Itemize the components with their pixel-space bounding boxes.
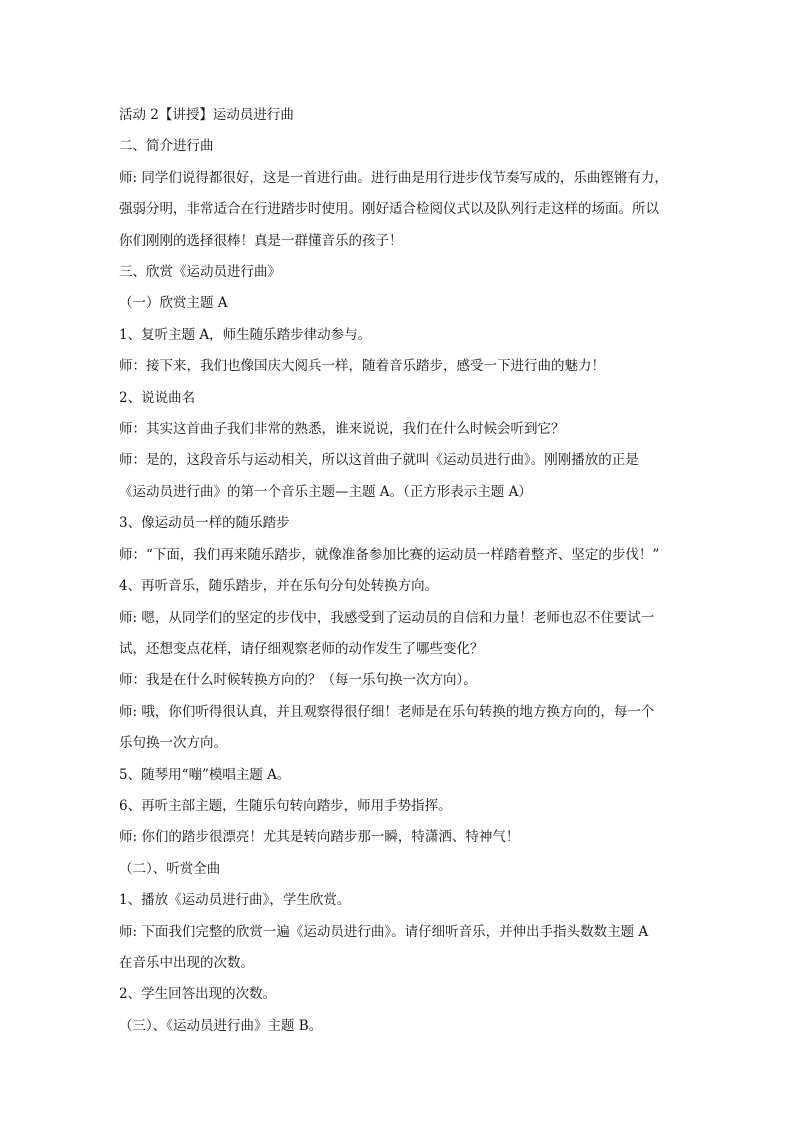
- body-line: 师: 同学们说得都很好，这是一首进行曲。进行曲是用行进步伐节奏写成的，乐曲铿锵有力，: [119, 169, 668, 186]
- body-line: 强弱分明，非常适合在行进踏步时使用。刚好适合检阅仪式以及队列行走这样的场面。所以: [119, 201, 659, 218]
- body-line: 师: 嗯，从同学们的坚定的步伐中，我感受到了运动员的自信和力量！老师也忍不住要试一: [119, 609, 655, 626]
- body-line: 师: 下面我们完整的欣赏一遍《运动员进行曲》。请仔细听音乐，并伸出手指头数数主题 A: [119, 923, 649, 940]
- body-line: 试，还想变点花样，请仔细观察老师的动作发生了哪些变化？: [119, 640, 484, 657]
- list-item: 1、播放《运动员进行曲》，学生欣赏。: [119, 892, 351, 909]
- list-item: 1、复听主题 A，师生随乐踏步律动参与。: [119, 326, 372, 343]
- body-line: 你们刚刚的选择很棒！真是一群懂音乐的孩子！: [119, 232, 403, 249]
- body-line: 乐句换一次方向。: [119, 735, 227, 752]
- body-line: 师: 你们的踏步很漂亮！尤其是转向踏步那一瞬，特潇洒、特神气！: [119, 829, 520, 846]
- body-line: 在音乐中出现的次数。: [119, 954, 254, 971]
- list-item: 3、像运动员一样的随乐踏步: [119, 515, 290, 532]
- list-item: 5、随琴用“嘣”模唱主题 A。: [119, 766, 291, 783]
- subsection-heading-theme-b: （三）、《运动员进行曲》主题 B。: [119, 1017, 323, 1034]
- list-item: 4、再听音乐，随乐踏步，并在乐句分句处转换方向。: [119, 578, 439, 595]
- body-line: 师：我是在什么时候转换方向的？（每一乐句换一次方向）。: [119, 672, 477, 689]
- document-body: [119, 100, 679, 1042]
- body-line: 师：是的，这段音乐与运动相关，所以这首曲子就叫《运动员进行曲》。刚刚播放的正是: [119, 452, 639, 469]
- body-line: 师：其实这首曲子我们非常的熟悉，谁来说说，我们在什么时候会听到它？: [119, 421, 565, 438]
- body-line: 《运动员进行曲》的第一个音乐主题—主题 A。（正方形表示主题 A）: [119, 483, 532, 500]
- list-item: 2、学生回答出现的次数。: [119, 986, 277, 1003]
- body-line: 师：接下来，我们也像国庆大阅兵一样，随着音乐踏步，感受一下进行曲的魅力！: [119, 358, 605, 375]
- section-heading-intro-march: 二、简介进行曲: [119, 138, 214, 155]
- subsection-heading-theme-a: （一）欣赏主题 A: [119, 295, 228, 312]
- section-heading-appreciate: 三、欣赏《运动员进行曲》: [119, 264, 281, 281]
- list-item: 2、说说曲名: [119, 389, 196, 406]
- body-line: 师: 哦，你们听得很认真，并且观察得很仔细！老师是在乐句转换的地方换方向的，每一个: [119, 703, 655, 720]
- activity-heading: 活动 2【讲授】运动员进行曲: [119, 107, 294, 123]
- subsection-heading-full-piece: （二）、听赏全曲: [119, 860, 221, 877]
- list-item: 6、再听主部主题，生随乐句转向踏步，师用手势指挥。: [119, 797, 452, 814]
- body-line: 师：“下面，我们再来随乐踏步，就像准备参加比赛的运动员一样踏着整齐、坚定的步伐！”: [119, 546, 660, 563]
